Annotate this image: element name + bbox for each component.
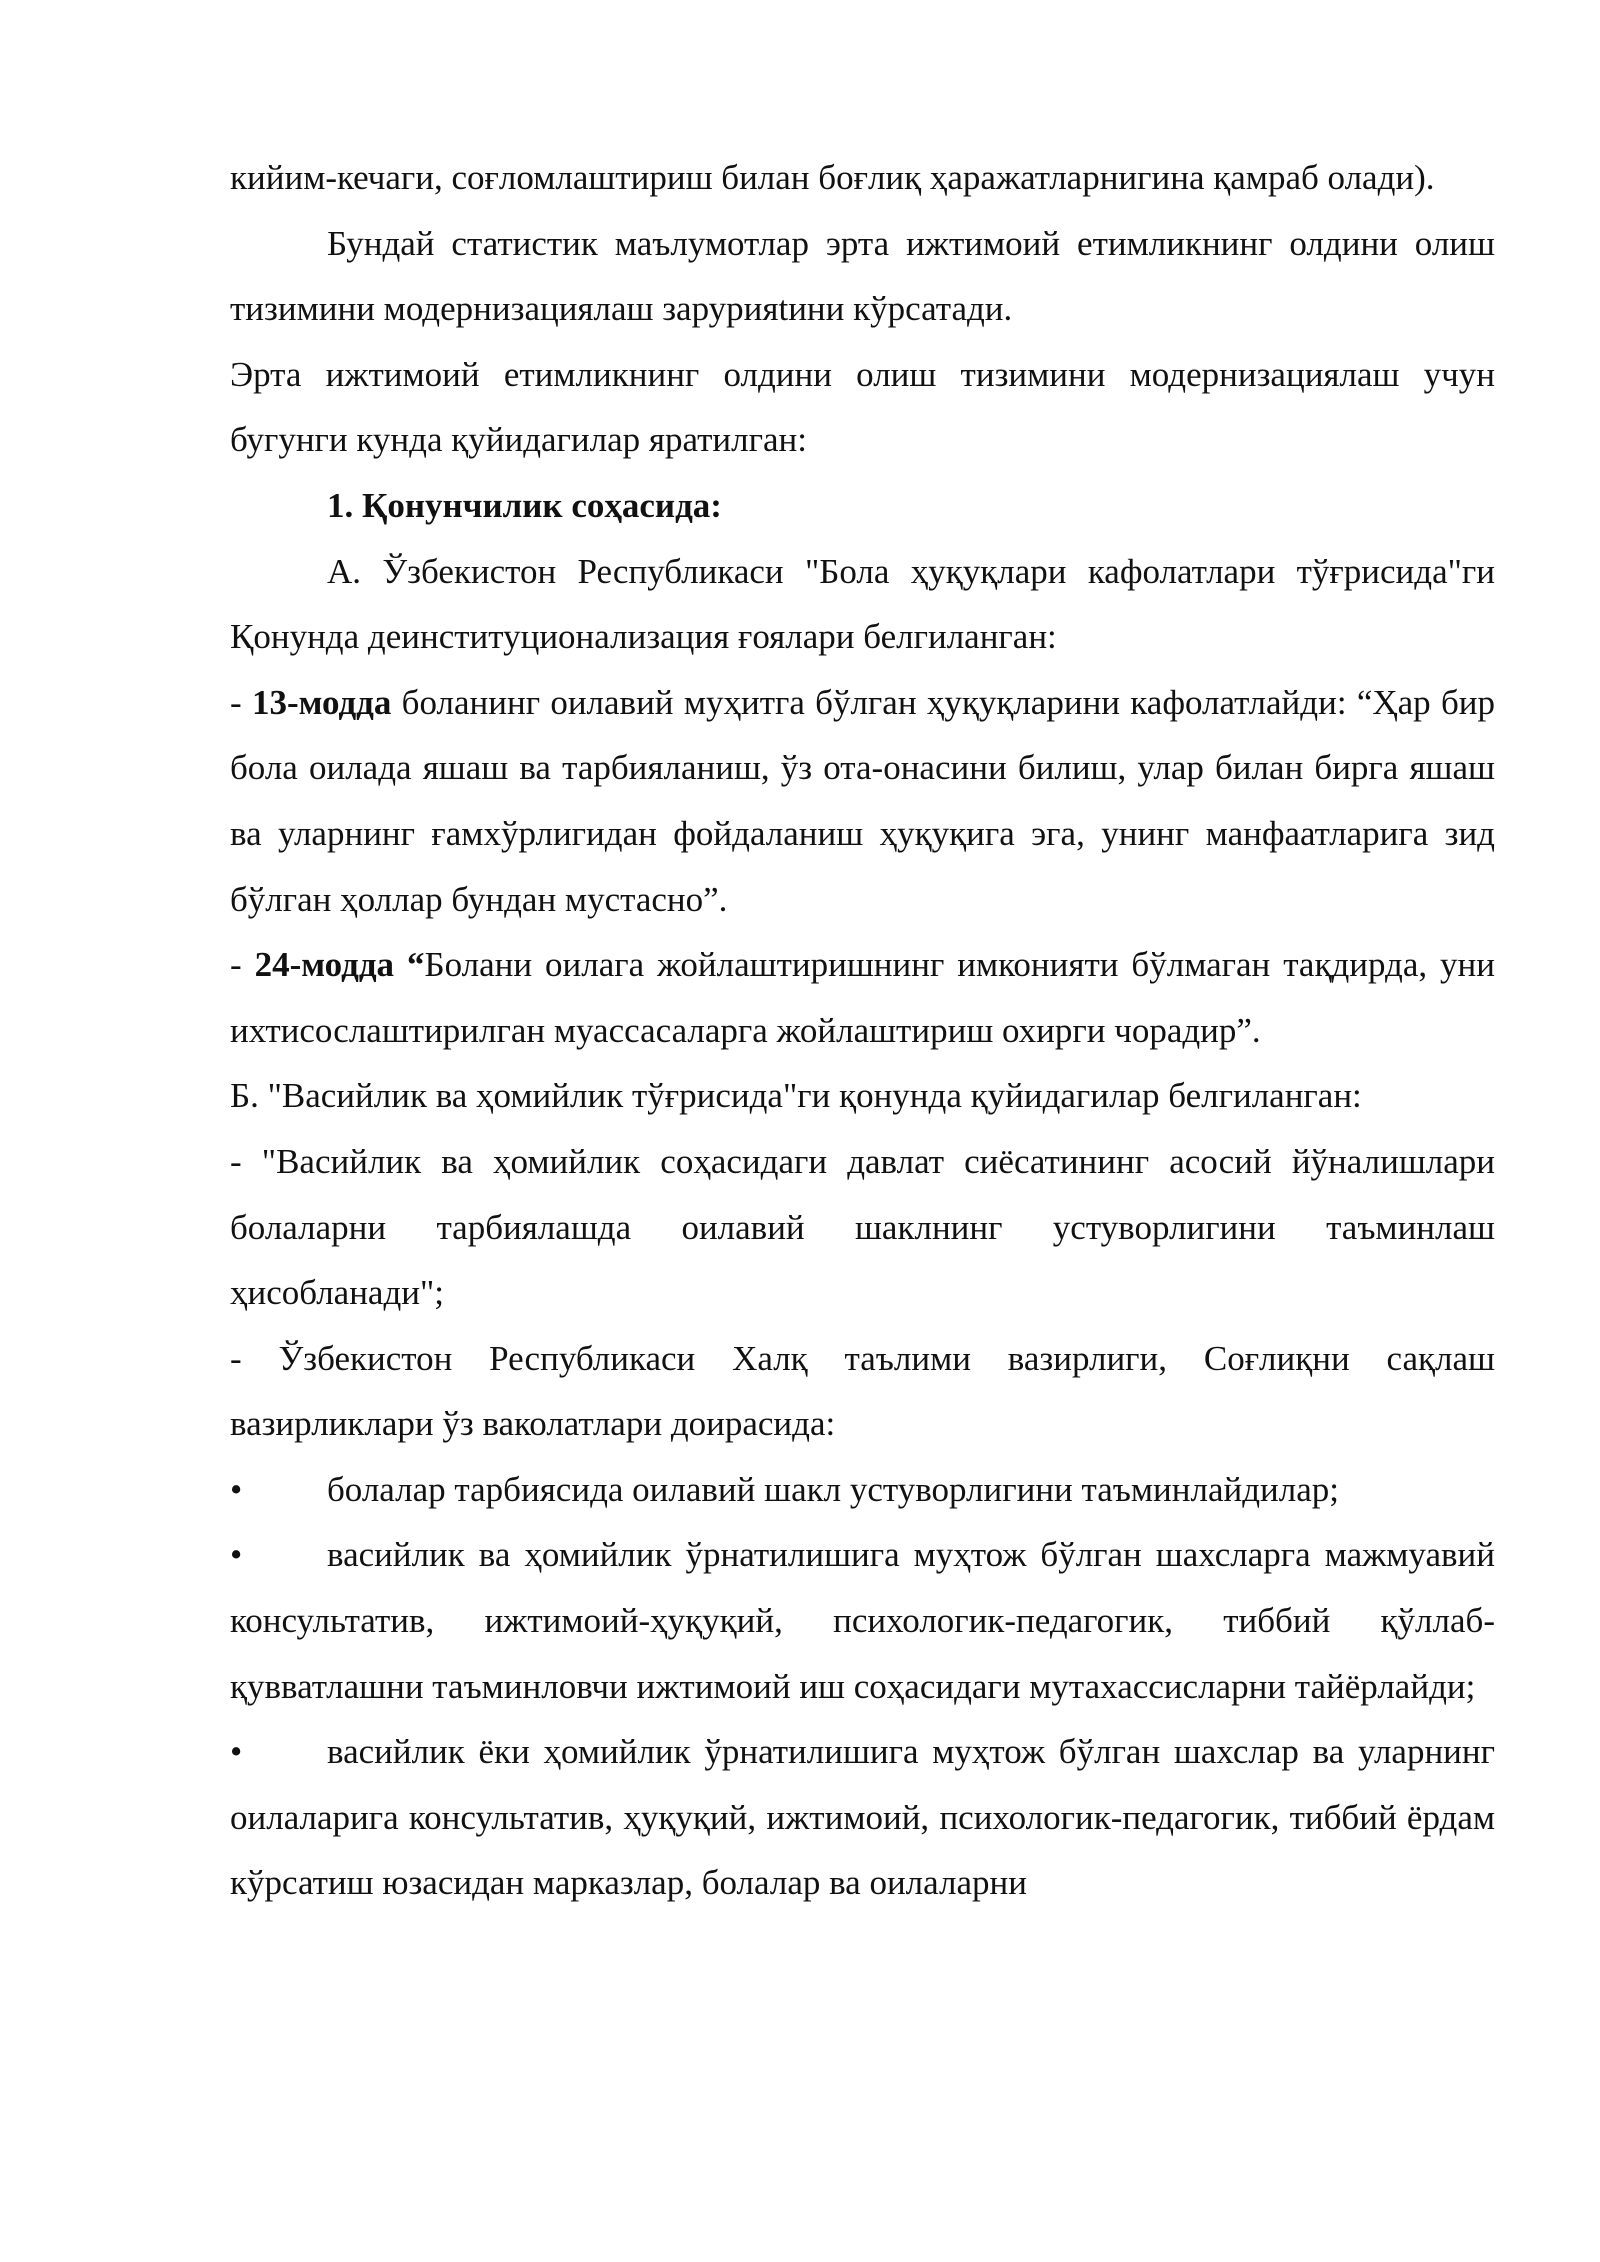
bullet-item-1 (230, 1457, 1495, 1523)
article-24-text: Болани оилага жойлаштиришнинг имконияти бўлмаган тақдирда, уни ихтисослаштирилган муассасаларга жойлаштириш охирги чорадир”. (230, 945, 1496, 1050)
article-13-text: боланинг оилавий муҳитга бўлган ҳуқуқларини кафолатлайди: “Ҳар бир бола оилада яшаш ва тарбияланиш, ўз ота-онасини билиш, улар билан бирга яшаш ва уларнинг ғамхўрлигидан фойдаланиш ҳуқуқига эга, унинг манфаатларига зид бўлган ҳоллар бундан мустасно”. (230, 682, 1495, 919)
paragraph-policy: - "Васийлик ва ҳомийлик соҳасидаги давлат сиёсатининг асосий йўналишлари болаларни тарбиялашда оилавий шаклнинг устуворлигини таъминлаш ҳисобланади"; (230, 1141, 1495, 1313)
article-24 (230, 932, 1495, 1063)
paragraph-law-a: А. Ўзбекистон Республикаси "Бола ҳуқуқлари кафолатлари тўғрисида"ги Қонунда деинституционализация ғоялари белгиланган: (230, 551, 1495, 657)
section-heading: 1. Қонунчилик соҳасида: (327, 485, 722, 525)
paragraph-statistics: Бундай статистик маълумотлар эрта ижтимоий етимликнинг олдини олиш тизимини модернизациялаш зарурияtини кўрсатади. (230, 223, 1495, 329)
paragraph-ministries: - Ўзбекистон Республикаси Халқ таълими вазирлиги, Соғлиқни сақлаш вазирликлари ўз ваколатлари доирасида: (230, 1338, 1495, 1444)
bullet-icon: • (230, 1535, 243, 1575)
bullet-item-3 (230, 1719, 1495, 1916)
bullet-item-1-text: болалар тарбиясида оилавий шакл устуворлигини таъминлайдилар; (327, 1469, 1339, 1509)
article-13 (230, 670, 1495, 932)
article-24-number: 24-модда “ (254, 945, 425, 985)
article-13-prefix: - (230, 682, 252, 722)
document-page (230, 145, 1495, 1916)
article-13-number: 13-модда (251, 682, 392, 722)
bullet-item-2-text: васийлик ва ҳомийлик ўрнатилишига муҳтож бўлган шахсларга мажмуавий консультатив, ижтимоий-ҳуқуқий, психологик-педагогик, тиббий қўллаб-қувватлашни таъминловчи ижтимоий иш соҳасидаги мутахассисларни тайёрлайди; (230, 1535, 1495, 1706)
bullet-item-2 (230, 1522, 1495, 1719)
paragraph-continuation: кийим-кечаги, соғломлаштириш билан боғлиқ ҳаражатларнигина қамраб олади). (230, 158, 1435, 197)
bullet-icon: • (230, 1732, 243, 1772)
bullet-item-3-text: васийлик ёки ҳомийлик ўрнатилишига муҳтож бўлган шахслар ва уларнинг оилаларига консультатив, ҳуқуқий, ижтимоий, психологик-педагогик, тиббий ёрдам кўрсатиш юзасидан марказлар, болалар ва оилаларни (230, 1732, 1495, 1903)
article-24-prefix: - (230, 945, 255, 985)
paragraph-law-b: Б. "Васийлик ва ҳомийлик тўғрисида"ги қонунда қуйидагилар белгиланган: (230, 1076, 1362, 1116)
bullet-icon: • (230, 1469, 243, 1509)
paragraph-intro: Эрта ижтимоий етимликнинг олдини олиш тизимини модернизациялаш учун бугунги кунда қуйидагилар яратилган: (230, 354, 1495, 460)
